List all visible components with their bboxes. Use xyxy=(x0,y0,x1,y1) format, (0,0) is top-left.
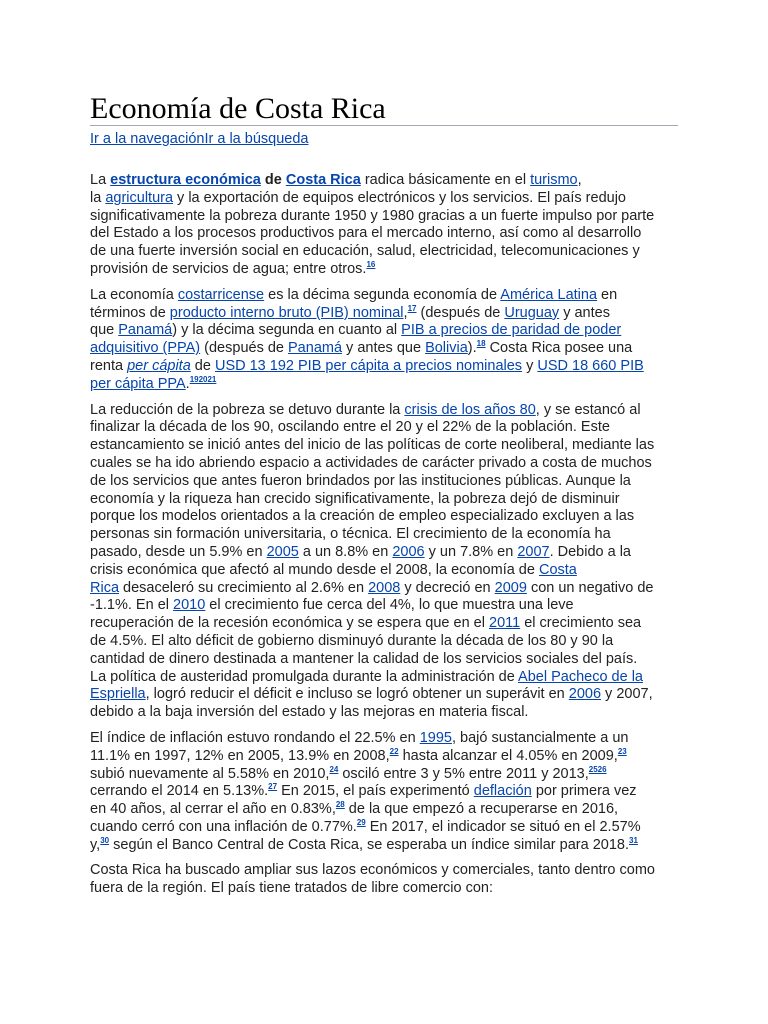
text-run: cantidad de dinero destinada a mantener la calidad de los servicios sociales del país. xyxy=(90,650,638,667)
citation-link[interactable]: 16 xyxy=(366,259,376,269)
paragraph-line xyxy=(90,491,690,509)
text-run: 11.1% en 1997, 12% en 2005, 13.9% en 2008, xyxy=(90,747,390,764)
text-run: debido a la baja inversión del estado y las mejoras en materia fiscal. xyxy=(90,704,529,721)
paragraph-line xyxy=(90,305,690,323)
paragraph-line xyxy=(90,287,690,305)
text-run: renta xyxy=(90,357,128,374)
wiki-link[interactable]: 2011 xyxy=(489,615,521,632)
article-paragraph xyxy=(90,402,690,722)
wiki-link[interactable]: Costa xyxy=(538,561,577,578)
text-run: según el Banco Central de Costa Rica, se esperaba un índice similar para 2018. xyxy=(109,836,629,853)
paragraph-line xyxy=(90,819,690,837)
wiki-link[interactable]: 2005 xyxy=(266,543,299,560)
text-run: en 40 años, al cerrar el año en 0.83%, xyxy=(90,801,336,818)
paragraph-line xyxy=(90,766,690,784)
wiki-link[interactable]: crisis de los años 80 xyxy=(404,401,536,418)
wiki-link[interactable]: Bolivia xyxy=(425,340,468,357)
article-body xyxy=(90,172,690,906)
wiki-link[interactable]: producto interno bruto (PIB) nominal xyxy=(169,304,404,321)
paragraph-line xyxy=(90,473,690,491)
jump-links xyxy=(90,131,308,148)
paragraph-line xyxy=(90,243,690,261)
text-run: y, xyxy=(90,836,101,853)
text-run: es la décima segunda economía de xyxy=(264,286,501,303)
text-run: , xyxy=(577,172,582,188)
paragraph-line xyxy=(90,651,690,669)
wiki-link[interactable]: adquisitivo (PPA) xyxy=(90,340,201,357)
paragraph-line xyxy=(90,686,690,704)
wiki-link[interactable]: 2008 xyxy=(368,579,401,596)
text-run: de los servicios que antes fueron brindados por las instituciones públicas. Aunque la xyxy=(90,472,631,489)
text-run: de la que empezó a recuperarse en 2016, xyxy=(344,801,619,818)
wiki-link[interactable]: per cápita xyxy=(127,357,191,374)
text-run: del Estado a los procesos productivos para el mercado interno, así como al desarrollo xyxy=(90,225,642,242)
paragraph-line xyxy=(90,402,690,420)
text-run: y un 7.8% en xyxy=(424,543,518,560)
text-run: el crecimiento fue cerca del 4%, lo que muestra una leve xyxy=(205,597,574,614)
paragraph-line xyxy=(90,704,690,722)
text-run: crisis económica que afectó al mundo desde el 2008, la economía de xyxy=(90,561,539,578)
wiki-link[interactable]: turismo xyxy=(530,172,578,188)
text-run: fuera de la región. El país tiene tratados de libre comercio con: xyxy=(90,880,494,897)
text-run: En 2015, el país experimentó xyxy=(277,783,474,800)
text-run: Costa Rica posee una xyxy=(485,340,633,357)
paragraph-line xyxy=(90,801,690,819)
text-run: por primera vez xyxy=(531,783,637,800)
text-run: cuales se ha ido abriendo espacio a actividades de carácter privado a costa de muchos xyxy=(90,454,652,471)
paragraph-line xyxy=(90,376,690,394)
paragraph-line xyxy=(90,261,690,279)
article-paragraph xyxy=(90,730,690,855)
citation-link[interactable]: 22 xyxy=(389,746,399,756)
wiki-link[interactable]: estructura económica xyxy=(110,172,261,188)
text-run: , xyxy=(403,304,408,321)
text-run: a un 8.8% en xyxy=(298,543,393,560)
citation-link[interactable]: 28 xyxy=(335,800,345,810)
citation-link[interactable]: 31 xyxy=(629,835,638,845)
text-run: y antes que xyxy=(342,340,426,357)
text-run: y 2007, xyxy=(601,686,653,703)
jump-to-navigation-link[interactable]: Ir a la navegación xyxy=(90,131,205,147)
text-run: La política de austeridad promulgada durante la administración de xyxy=(90,668,519,685)
text-run: pasado, desde un 5.9% en xyxy=(90,543,267,560)
text-run: y la exportación de equipos electrónicos y los servicios. El país redujo xyxy=(173,189,626,206)
paragraph-line xyxy=(90,730,690,748)
citation-link[interactable]: 17 xyxy=(407,303,417,313)
wiki-link[interactable]: Espriella xyxy=(90,686,146,703)
paragraph-line xyxy=(90,783,690,801)
text-run: El índice de inflación estuvo rondando el 22.5% en xyxy=(90,729,420,746)
text-run: cerrando el 2014 en 5.13%. xyxy=(90,783,269,800)
text-run: de xyxy=(190,357,215,374)
paragraph-line xyxy=(90,562,690,580)
text-run: de 4.5%. El alto déficit de gobierno disminuyó durante la década de los 80 y 90 la xyxy=(90,632,614,649)
paragraph-line xyxy=(90,437,690,455)
text-run: . xyxy=(185,375,190,392)
paragraph-line xyxy=(90,172,690,190)
text-run: finalizar la década de los 90, oscilando entre el 20 y el 22% de la población. Este xyxy=(90,419,610,436)
text-run: radica básicamente en el xyxy=(360,172,531,188)
text-run: provisión de servicios de agua; entre otros. xyxy=(90,260,367,277)
paragraph-line xyxy=(90,208,690,226)
text-run: subió nuevamente al 5.58% en 2010, xyxy=(90,765,330,782)
text-run: . Debido a la xyxy=(549,543,631,560)
article-paragraph xyxy=(90,287,690,394)
citation-link[interactable]: 23 xyxy=(617,746,627,756)
citation-link[interactable]: 30 xyxy=(100,835,110,845)
text-run: y xyxy=(522,357,538,374)
text-run: ). xyxy=(467,340,477,357)
wiki-link[interactable]: per cápita PPA xyxy=(90,375,186,392)
wiki-link[interactable]: USD 18 660 PIB xyxy=(537,357,644,374)
paragraph-line xyxy=(90,419,690,437)
text-run: la xyxy=(90,189,106,206)
paragraph-line xyxy=(90,880,690,898)
paragraph-line xyxy=(90,633,690,651)
paragraph-line xyxy=(90,597,690,615)
citation-link[interactable]: 192021 xyxy=(189,374,217,384)
text-run: y antes xyxy=(559,304,610,321)
jump-to-search-link[interactable]: Ir a la búsqueda xyxy=(204,131,309,147)
wiki-link[interactable]: 2006 xyxy=(392,543,425,560)
text-run: personas sin formación universitaria, o técnica. El crecimiento de la economía ha xyxy=(90,526,611,543)
text-run: porque los modelos orientados a la creación de empleo especializado excluyen a las xyxy=(90,508,635,525)
wiki-link[interactable]: Panamá xyxy=(118,322,173,339)
text-run: economía y la riqueza han crecido significativamente, la pobreza dejó de disminuir xyxy=(90,490,620,507)
paragraph-line xyxy=(90,837,690,855)
text-run: -1.1%. En el xyxy=(90,597,174,614)
text-run: de xyxy=(264,172,282,188)
wiki-link[interactable]: agricultura xyxy=(105,189,174,206)
paragraph-line xyxy=(90,455,690,473)
wiki-link[interactable]: 2007 xyxy=(517,543,550,560)
wiki-link[interactable]: USD 13 192 PIB per cápita a precios nominales xyxy=(214,357,523,374)
text-run: , y se estancó al xyxy=(535,401,641,418)
wiki-link[interactable]: PIB a precios de paridad de poder xyxy=(401,322,622,339)
wiki-link[interactable]: Panamá xyxy=(288,340,343,357)
paragraph-line xyxy=(90,862,690,880)
text-run: (después de xyxy=(416,304,505,321)
paragraph-line xyxy=(90,508,690,526)
text-run: (después de xyxy=(200,340,289,357)
wiki-link[interactable]: Abel Pacheco de la xyxy=(518,668,643,685)
text-run: cuando cerró con una inflación de 0.77%. xyxy=(90,818,357,835)
text-run: ) y la décima segunda en cuanto al xyxy=(172,322,402,339)
wiki-link[interactable]: 2009 xyxy=(494,579,527,596)
wiki-link[interactable]: deflación xyxy=(473,783,532,800)
wiki-link[interactable]: costarricense xyxy=(177,286,265,303)
text-run: de una fuerte inversión social en educación, salud, electricidad, telecomunicaciones y xyxy=(90,243,640,260)
text-run: estancamiento se inició antes del inicio de las políticas de corte neoliberal, mediante las xyxy=(90,437,655,454)
paragraph-line xyxy=(90,340,690,358)
text-run: el crecimiento sea xyxy=(520,615,642,632)
paragraph-line xyxy=(90,526,690,544)
citation-link[interactable]: 29 xyxy=(356,817,366,827)
wiki-link[interactable]: 1995 xyxy=(419,729,452,746)
citation-link[interactable]: 18 xyxy=(476,339,486,349)
text-run: que xyxy=(90,322,119,339)
text-run: La economía xyxy=(90,286,178,303)
wiki-link[interactable]: 2010 xyxy=(173,597,206,614)
text-run: hasta alcanzar el 4.05% en 2009, xyxy=(398,747,618,764)
citation-link[interactable]: 24 xyxy=(329,764,339,774)
paragraph-line xyxy=(90,580,690,598)
text-run: , logró reducir el déficit e incluso se logró obtener un superávit en xyxy=(145,686,569,703)
text-run: , bajó sustancialmente a un xyxy=(451,729,629,746)
text-run: Costa Rica ha buscado ampliar sus lazos económicos y comerciales, tanto dentro como xyxy=(90,862,655,879)
paragraph-line xyxy=(90,544,690,562)
article-paragraph xyxy=(90,172,690,279)
wiki-link[interactable]: Uruguay xyxy=(504,304,560,321)
paragraph-line xyxy=(90,615,690,633)
citation-link[interactable]: 2526 xyxy=(588,764,607,774)
text-run: osciló entre 3 y 5% entre 2011 y 2013, xyxy=(338,765,589,782)
paragraph-line xyxy=(90,669,690,687)
paragraph-line xyxy=(90,322,690,340)
paragraph-line xyxy=(90,225,690,243)
wiki-link[interactable]: Costa Rica xyxy=(285,172,361,188)
article-paragraph xyxy=(90,862,690,898)
text-run: significativamente la pobreza durante 1950 y 1980 gracias a un fuerte impulso por parte xyxy=(90,207,655,224)
text-run: en xyxy=(597,286,618,303)
wiki-link[interactable]: América Latina xyxy=(500,286,598,303)
page-title: Economía de Costa Rica xyxy=(90,92,386,125)
wiki-link[interactable]: Rica xyxy=(90,579,120,596)
text-run: La reducción de la pobreza se detuvo durante la xyxy=(90,401,405,418)
title-divider xyxy=(90,125,678,126)
text-run: términos de xyxy=(90,304,170,321)
text-run: desaceleró su crecimiento al 2.6% en xyxy=(119,579,369,596)
text-run: con un negativo de xyxy=(526,579,654,596)
wiki-link[interactable]: 2006 xyxy=(568,686,602,703)
text-run: La xyxy=(90,172,111,188)
text-run: En 2017, el indicador se situó en el 2.57% xyxy=(365,818,641,835)
paragraph-line xyxy=(90,190,690,208)
paragraph-line xyxy=(90,748,690,766)
text-run: y decreció en xyxy=(400,579,495,596)
paragraph-line xyxy=(90,358,690,376)
citation-link[interactable]: 27 xyxy=(268,782,278,792)
text-run: recuperación de la recesión económica y se espera que en el xyxy=(90,615,489,632)
